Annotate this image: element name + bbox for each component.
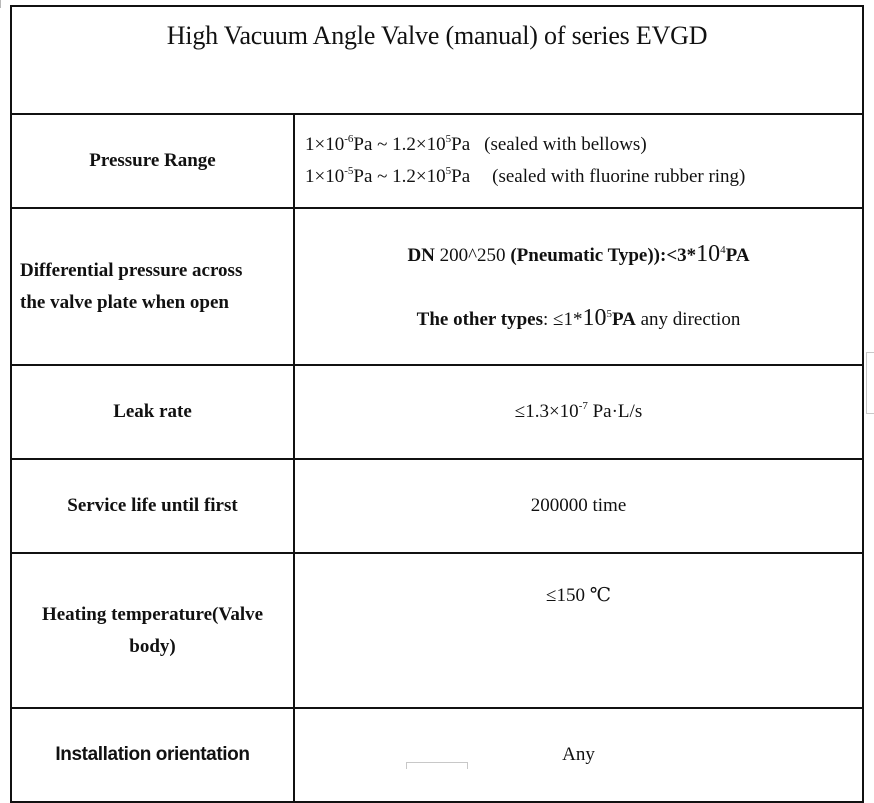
differential-pneumatic-exp: 4 [720, 243, 726, 256]
heating-temperature-label [11, 553, 294, 708]
pressure-range-1-mantissa: 1×10 [305, 134, 345, 155]
differential-pressure-label [11, 208, 294, 365]
leak-rate-value [294, 365, 863, 459]
table-row-pressure-range [11, 114, 863, 208]
leak-rate-unit: Pa·L/s [587, 401, 643, 422]
installation-orientation-label: Installation orientation [11, 708, 294, 802]
leak-rate-mantissa: ≤1.3×10 [514, 401, 579, 422]
spec-table [10, 5, 864, 803]
title-row [11, 6, 863, 114]
leak-rate-label: Leak rate [11, 365, 294, 459]
pressure-range-1-exp-low: -6 [344, 133, 354, 145]
table-row-service-life [11, 459, 863, 553]
differential-pressure-label-line-2: the valve plate when open [20, 291, 229, 313]
pressure-range-2-unit: Pa [451, 166, 471, 187]
differential-other-prefix: The other types [416, 308, 543, 330]
leak-rate-exp: -7 [578, 400, 588, 412]
differential-other-exp: 5 [606, 307, 612, 320]
differential-other-separator: : [542, 308, 554, 330]
table-row-installation-orientation [11, 708, 863, 802]
differential-dn-prefix: DN [407, 244, 435, 266]
pressure-range-1-exp-high: 5 [445, 133, 452, 145]
pressure-range-line-2 [305, 161, 856, 193]
pressure-range-line-1 [305, 129, 856, 161]
table-title: High Vacuum Angle Valve (manual) of series EVGD [11, 6, 863, 114]
pressure-range-1-unit: Pa [451, 134, 471, 155]
pressure-range-1-mid: Pa ~ 1.2×10 [353, 134, 446, 155]
heating-temperature-value: ≤150 ℃ [294, 553, 863, 708]
table-row-differential-pressure [11, 208, 863, 365]
differential-pneumatic-unit: PA [725, 244, 750, 266]
pressure-range-1-note: (sealed with bellows) [484, 134, 647, 155]
page-edge-marker-right [866, 352, 874, 414]
differential-other-le: ≤1* [553, 308, 583, 330]
differential-pressure-label-line-1: Differential pressure across [20, 259, 243, 281]
differential-other-suffix: any direction [640, 308, 741, 330]
corner-mark-top-left [0, 0, 1, 8]
service-life-label: Service life until first [11, 459, 294, 553]
differential-other-unit: PA [611, 308, 636, 330]
pressure-range-2-mantissa: 1×10 [305, 166, 345, 187]
pressure-range-value [294, 114, 863, 208]
pressure-range-2-exp-high: 5 [445, 165, 452, 177]
differential-dn-size: 200^250 [439, 244, 506, 266]
differential-pressure-value [294, 208, 863, 365]
table-row-heating-temperature [11, 553, 863, 708]
pressure-range-2-note: (sealed with fluorine rubber ring) [492, 166, 746, 187]
heating-temperature-label-line-2: body) [129, 635, 176, 657]
heating-temperature-label-line-1: Heating temperature(Valve [41, 603, 264, 625]
differential-pneumatic-base: 10 [696, 240, 721, 267]
differential-pneumatic-type: (Pneumatic Type)):<3* [510, 244, 697, 266]
pressure-range-2-exp-low: -5 [344, 165, 354, 177]
service-life-value: 200000 time [294, 459, 863, 553]
pressure-range-2-mid: Pa ~ 1.2×10 [353, 166, 446, 187]
differential-other-line [301, 302, 856, 336]
installation-orientation-value: Any [294, 708, 863, 802]
pressure-range-label: Pressure Range [11, 114, 294, 208]
differential-other-base: 10 [582, 304, 607, 331]
table-row-leak-rate [11, 365, 863, 459]
differential-pneumatic-line [301, 238, 856, 272]
